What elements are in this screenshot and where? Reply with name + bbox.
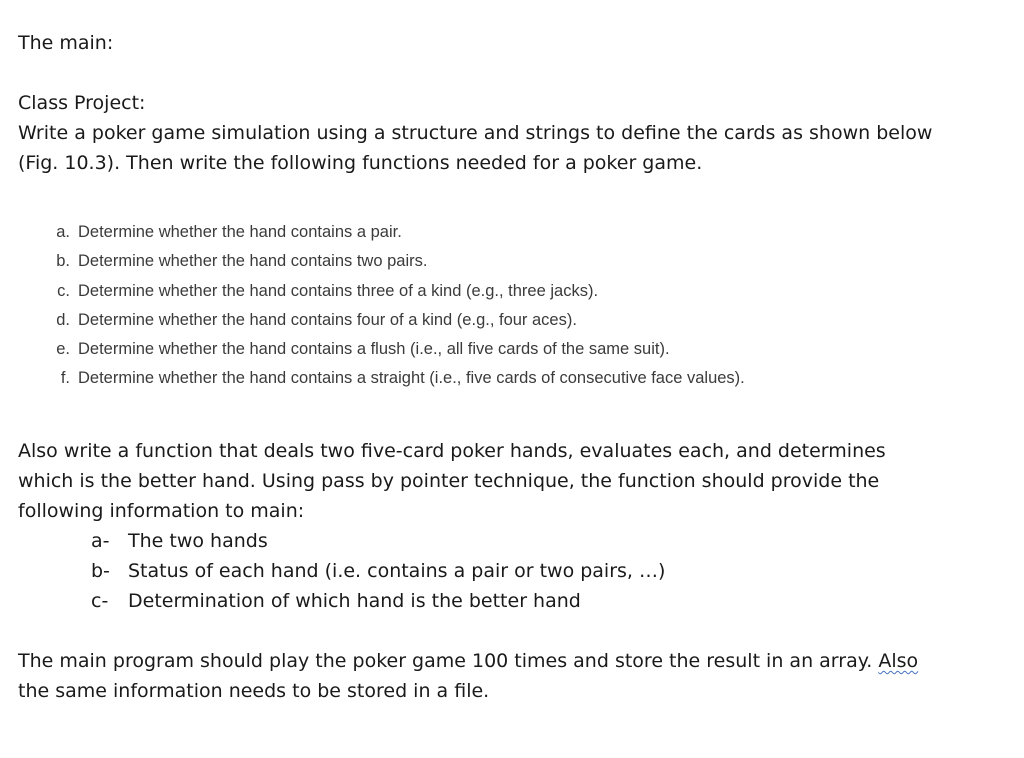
function-text: Determine whether the hand contains a pair. [78,223,402,241]
function-text: Determine whether the hand contains three of a kind (e.g., three jacks). [78,281,599,300]
project-title: Class Project: [18,92,146,114]
document-body [18,28,1008,706]
function-text: Determine whether the hand contains four of a kind (e.g., four aces). [78,310,577,329]
also-line-2: which is the better hand. Using pass by pointer technique, the function should provide the [18,469,880,492]
intro-line-1: Write a poker game simulation using a structure and strings to define the cards as shown below [18,122,933,144]
grammar-flagged-word: Also [878,649,919,672]
list-marker: a- [91,529,110,552]
main-line-1-text: The main program should play the poker game 100 times and store the result in an array. [18,649,879,672]
function-item [18,247,1008,276]
function-item [18,335,1008,364]
info-list [18,526,1008,616]
main-line-1 [18,646,1008,676]
spacer [18,58,1008,88]
main-line-2: the same information needs to be stored in a file. [18,679,490,702]
function-text: Determine whether the hand contains two pairs. [78,252,428,271]
list-marker: c. [57,281,70,300]
spacer [18,394,1008,436]
also-line-3: following information to main: [18,499,305,522]
list-marker: b. [56,252,70,271]
list-marker: f. [60,369,70,388]
function-item [18,277,1008,306]
spacer [18,616,1008,646]
function-list [18,218,1008,394]
heading-text: The main: [18,32,114,54]
list-marker: a. [56,223,70,241]
info-text: Determination of which hand is the better hand [128,589,581,612]
function-item [18,364,1008,393]
function-text: Determine whether the hand contains a flush (i.e., all five cards of the same suit). [78,340,670,359]
list-marker: c- [91,589,109,612]
list-marker: e. [56,340,70,359]
info-item [18,586,1008,616]
intro-line-2: (Fig. 10.3). Then write the following functions needed for a poker game. [18,152,703,174]
info-text: Status of each hand (i.e. contains a pair or two pairs, …) [128,559,666,582]
info-text: The two hands [128,529,268,552]
list-marker: b- [91,559,110,582]
function-item [18,218,1008,247]
spacer [18,178,1008,218]
info-item [18,526,1008,556]
list-marker: d. [56,310,70,329]
function-text: Determine whether the hand contains a straight (i.e., five cards of consecutive face values). [78,369,745,388]
also-line-1: Also write a function that deals two five-card poker hands, evaluates each, and determines [18,439,886,462]
info-item [18,556,1008,586]
function-item [18,306,1008,335]
